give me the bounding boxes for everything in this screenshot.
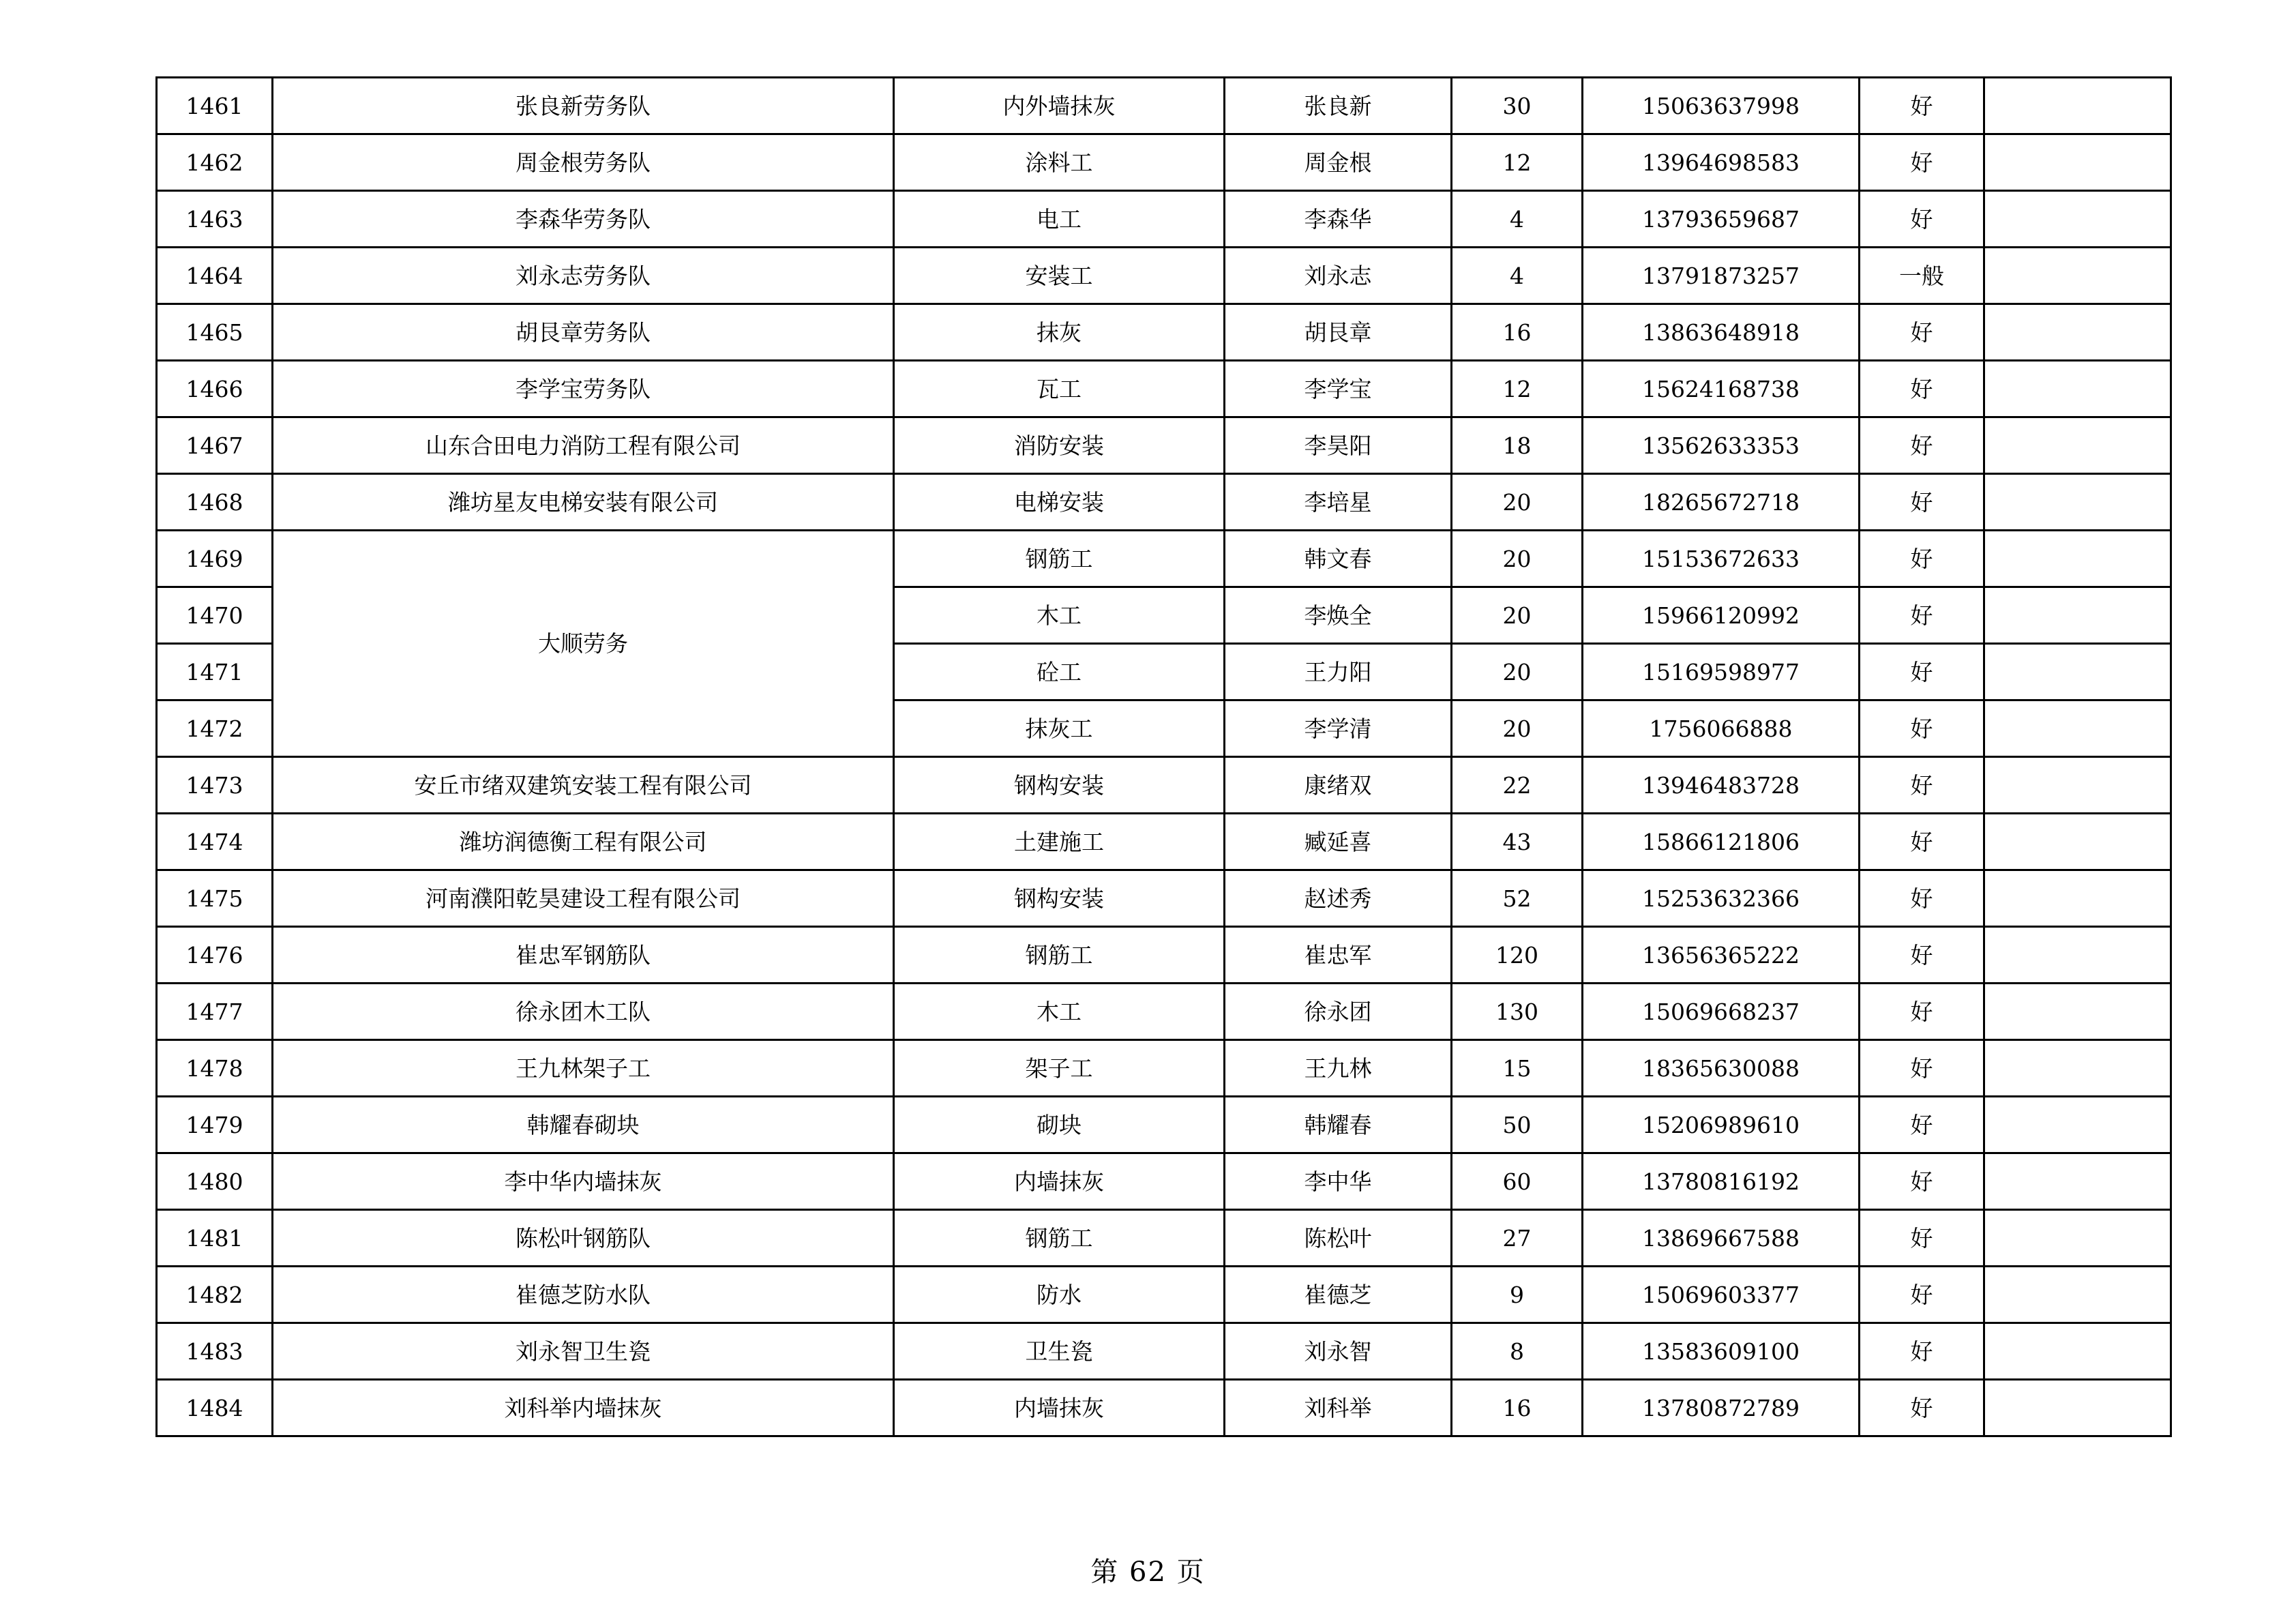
row-number-cell: 1465	[157, 304, 273, 361]
contact-person-cell: 韩耀春	[1225, 1097, 1452, 1153]
row-number-cell: 1469	[157, 531, 273, 587]
contact-person-cell: 李昊阳	[1225, 417, 1452, 474]
rating-cell: 好	[1860, 587, 1984, 644]
worker-count-cell: 8	[1452, 1323, 1583, 1380]
table-row	[157, 1153, 2171, 1210]
worker-count-cell: 52	[1452, 870, 1583, 927]
note-cell	[1984, 134, 2171, 191]
rating-cell: 好	[1860, 870, 1984, 927]
note-cell	[1984, 531, 2171, 587]
note-cell	[1984, 927, 2171, 984]
row-number-cell: 1479	[157, 1097, 273, 1153]
company-cell: 刘科举内墙抹灰	[273, 1380, 894, 1436]
worker-count-cell: 20	[1452, 644, 1583, 700]
note-cell	[1984, 78, 2171, 134]
rating-cell: 好	[1860, 1040, 1984, 1097]
phone-cell: 13863648918	[1583, 304, 1860, 361]
phone-cell: 13793659687	[1583, 191, 1860, 248]
table-row	[157, 531, 2171, 587]
note-cell	[1984, 304, 2171, 361]
note-cell	[1984, 474, 2171, 531]
row-number-cell: 1475	[157, 870, 273, 927]
phone-cell: 18365630088	[1583, 1040, 1860, 1097]
worker-count-cell: 4	[1452, 191, 1583, 248]
note-cell	[1984, 1097, 2171, 1153]
trade-cell: 内墙抹灰	[894, 1153, 1225, 1210]
rating-cell: 好	[1860, 700, 1984, 757]
note-cell	[1984, 814, 2171, 870]
contact-person-cell: 周金根	[1225, 134, 1452, 191]
rating-cell: 好	[1860, 644, 1984, 700]
trade-cell: 架子工	[894, 1040, 1225, 1097]
rating-cell: 好	[1860, 191, 1984, 248]
row-number-cell: 1470	[157, 587, 273, 644]
row-number-cell: 1461	[157, 78, 273, 134]
trade-cell: 钢构安装	[894, 870, 1225, 927]
rating-cell: 好	[1860, 134, 1984, 191]
worker-count-cell: 12	[1452, 361, 1583, 417]
rating-cell: 好	[1860, 1097, 1984, 1153]
trade-cell: 土建施工	[894, 814, 1225, 870]
company-cell: 安丘市绪双建筑安装工程有限公司	[273, 757, 894, 814]
company-cell: 陈松叶钢筋队	[273, 1210, 894, 1267]
worker-count-cell: 20	[1452, 587, 1583, 644]
phone-cell: 1756066888	[1583, 700, 1860, 757]
trade-cell: 卫生瓷	[894, 1323, 1225, 1380]
table-row	[157, 134, 2171, 191]
table-row	[157, 984, 2171, 1040]
table-row	[157, 474, 2171, 531]
rating-cell: 好	[1860, 1380, 1984, 1436]
contact-person-cell: 赵述秀	[1225, 870, 1452, 927]
company-cell: 大顺劳务	[273, 531, 894, 757]
worker-count-cell: 50	[1452, 1097, 1583, 1153]
contact-person-cell: 王九林	[1225, 1040, 1452, 1097]
page-number: 第 62 页	[1090, 1556, 1206, 1588]
note-cell	[1984, 361, 2171, 417]
row-number-cell: 1477	[157, 984, 273, 1040]
table-row	[157, 1040, 2171, 1097]
row-number-cell: 1466	[157, 361, 273, 417]
phone-cell: 13656365222	[1583, 927, 1860, 984]
rating-cell: 好	[1860, 1153, 1984, 1210]
contact-person-cell: 刘永志	[1225, 248, 1452, 304]
trade-cell: 消防安装	[894, 417, 1225, 474]
row-number-cell: 1484	[157, 1380, 273, 1436]
phone-cell: 15153672633	[1583, 531, 1860, 587]
row-number-cell: 1463	[157, 191, 273, 248]
table-row	[157, 1380, 2171, 1436]
contact-person-cell: 陈松叶	[1225, 1210, 1452, 1267]
phone-cell: 15966120992	[1583, 587, 1860, 644]
phone-cell: 15206989610	[1583, 1097, 1860, 1153]
trade-cell: 涂料工	[894, 134, 1225, 191]
company-cell: 周金根劳务队	[273, 134, 894, 191]
table-row	[157, 361, 2171, 417]
company-cell: 李中华内墙抹灰	[273, 1153, 894, 1210]
worker-count-cell: 60	[1452, 1153, 1583, 1210]
trade-cell: 木工	[894, 984, 1225, 1040]
row-number-cell: 1462	[157, 134, 273, 191]
row-number-cell: 1480	[157, 1153, 273, 1210]
table-row	[157, 304, 2171, 361]
note-cell	[1984, 1267, 2171, 1323]
trade-cell: 钢筋工	[894, 531, 1225, 587]
rating-cell: 一般	[1860, 248, 1984, 304]
contact-person-cell: 张良新	[1225, 78, 1452, 134]
company-cell: 潍坊润德衡工程有限公司	[273, 814, 894, 870]
rating-cell: 好	[1860, 927, 1984, 984]
worker-count-cell: 27	[1452, 1210, 1583, 1267]
rating-cell: 好	[1860, 78, 1984, 134]
rating-cell: 好	[1860, 304, 1984, 361]
rating-cell: 好	[1860, 984, 1984, 1040]
phone-cell: 15169598977	[1583, 644, 1860, 700]
note-cell	[1984, 984, 2171, 1040]
contact-person-cell: 韩文春	[1225, 531, 1452, 587]
contact-person-cell: 李学宝	[1225, 361, 1452, 417]
note-cell	[1984, 870, 2171, 927]
rating-cell: 好	[1860, 814, 1984, 870]
phone-cell: 15063637998	[1583, 78, 1860, 134]
row-number-cell: 1483	[157, 1323, 273, 1380]
trade-cell: 砌块	[894, 1097, 1225, 1153]
row-number-cell: 1482	[157, 1267, 273, 1323]
worker-count-cell: 120	[1452, 927, 1583, 984]
contact-person-cell: 崔德芝	[1225, 1267, 1452, 1323]
company-cell: 李森华劳务队	[273, 191, 894, 248]
table-row	[157, 1210, 2171, 1267]
contact-person-cell: 李培星	[1225, 474, 1452, 531]
rating-cell: 好	[1860, 361, 1984, 417]
roster-body	[157, 78, 2171, 1436]
table-row	[157, 191, 2171, 248]
trade-cell: 内外墙抹灰	[894, 78, 1225, 134]
phone-cell: 13964698583	[1583, 134, 1860, 191]
company-cell: 胡艮章劳务队	[273, 304, 894, 361]
phone-cell: 13946483728	[1583, 757, 1860, 814]
trade-cell: 内墙抹灰	[894, 1380, 1225, 1436]
worker-count-cell: 4	[1452, 248, 1583, 304]
company-cell: 崔德芝防水队	[273, 1267, 894, 1323]
phone-cell: 13780816192	[1583, 1153, 1860, 1210]
company-cell: 李学宝劳务队	[273, 361, 894, 417]
table-row	[157, 78, 2171, 134]
note-cell	[1984, 700, 2171, 757]
phone-cell: 13780872789	[1583, 1380, 1860, 1436]
row-number-cell: 1481	[157, 1210, 273, 1267]
trade-cell: 抹灰	[894, 304, 1225, 361]
table-row	[157, 1267, 2171, 1323]
note-cell	[1984, 644, 2171, 700]
rating-cell: 好	[1860, 474, 1984, 531]
note-cell	[1984, 1210, 2171, 1267]
trade-cell: 安装工	[894, 248, 1225, 304]
contact-person-cell: 崔忠军	[1225, 927, 1452, 984]
contact-person-cell: 臧延喜	[1225, 814, 1452, 870]
company-cell: 张良新劳务队	[273, 78, 894, 134]
worker-count-cell: 20	[1452, 474, 1583, 531]
table-row	[157, 870, 2171, 927]
rating-cell: 好	[1860, 531, 1984, 587]
worker-count-cell: 130	[1452, 984, 1583, 1040]
rating-cell: 好	[1860, 1210, 1984, 1267]
note-cell	[1984, 1153, 2171, 1210]
phone-cell: 15069668237	[1583, 984, 1860, 1040]
worker-count-cell: 18	[1452, 417, 1583, 474]
row-number-cell: 1464	[157, 248, 273, 304]
row-number-cell: 1473	[157, 757, 273, 814]
table-row	[157, 927, 2171, 984]
phone-cell: 15866121806	[1583, 814, 1860, 870]
worker-count-cell: 43	[1452, 814, 1583, 870]
phone-cell: 15624168738	[1583, 361, 1860, 417]
trade-cell: 瓦工	[894, 361, 1225, 417]
worker-count-cell: 20	[1452, 531, 1583, 587]
rating-cell: 好	[1860, 1323, 1984, 1380]
trade-cell: 电工	[894, 191, 1225, 248]
note-cell	[1984, 1323, 2171, 1380]
trade-cell: 钢筋工	[894, 1210, 1225, 1267]
worker-count-cell: 20	[1452, 700, 1583, 757]
company-cell: 徐永团木工队	[273, 984, 894, 1040]
worker-count-cell: 22	[1452, 757, 1583, 814]
contact-person-cell: 康绪双	[1225, 757, 1452, 814]
table-row	[157, 248, 2171, 304]
table-row	[157, 757, 2171, 814]
note-cell	[1984, 1040, 2171, 1097]
company-cell: 崔忠军钢筋队	[273, 927, 894, 984]
worker-count-cell: 15	[1452, 1040, 1583, 1097]
company-cell: 刘永智卫生瓷	[273, 1323, 894, 1380]
row-number-cell: 1476	[157, 927, 273, 984]
trade-cell: 木工	[894, 587, 1225, 644]
rating-cell: 好	[1860, 757, 1984, 814]
trade-cell: 防水	[894, 1267, 1225, 1323]
phone-cell: 15069603377	[1583, 1267, 1860, 1323]
worker-count-cell: 16	[1452, 1380, 1583, 1436]
contact-person-cell: 李焕全	[1225, 587, 1452, 644]
row-number-cell: 1471	[157, 644, 273, 700]
company-cell: 山东合田电力消防工程有限公司	[273, 417, 894, 474]
company-cell: 河南濮阳乾昊建设工程有限公司	[273, 870, 894, 927]
contact-person-cell: 李森华	[1225, 191, 1452, 248]
row-number-cell: 1472	[157, 700, 273, 757]
note-cell	[1984, 757, 2171, 814]
company-cell: 王九林架子工	[273, 1040, 894, 1097]
phone-cell: 15253632366	[1583, 870, 1860, 927]
worker-count-cell: 16	[1452, 304, 1583, 361]
contact-person-cell: 刘科举	[1225, 1380, 1452, 1436]
contact-person-cell: 王力阳	[1225, 644, 1452, 700]
contact-person-cell: 李学清	[1225, 700, 1452, 757]
company-cell: 刘永志劳务队	[273, 248, 894, 304]
row-number-cell: 1474	[157, 814, 273, 870]
note-cell	[1984, 1380, 2171, 1436]
contact-person-cell: 刘永智	[1225, 1323, 1452, 1380]
company-cell: 潍坊星友电梯安装有限公司	[273, 474, 894, 531]
trade-cell: 砼工	[894, 644, 1225, 700]
note-cell	[1984, 417, 2171, 474]
labor-team-roster-table	[155, 76, 2172, 1437]
phone-cell: 13583609100	[1583, 1323, 1860, 1380]
table-row	[157, 417, 2171, 474]
worker-count-cell: 30	[1452, 78, 1583, 134]
trade-cell: 钢筋工	[894, 927, 1225, 984]
row-number-cell: 1468	[157, 474, 273, 531]
note-cell	[1984, 587, 2171, 644]
phone-cell: 13869667588	[1583, 1210, 1860, 1267]
worker-count-cell: 12	[1452, 134, 1583, 191]
contact-person-cell: 李中华	[1225, 1153, 1452, 1210]
rating-cell: 好	[1860, 417, 1984, 474]
contact-person-cell: 徐永团	[1225, 984, 1452, 1040]
company-cell: 韩耀春砌块	[273, 1097, 894, 1153]
table-row	[157, 814, 2171, 870]
trade-cell: 电梯安装	[894, 474, 1225, 531]
rating-cell: 好	[1860, 1267, 1984, 1323]
phone-cell: 18265672718	[1583, 474, 1860, 531]
trade-cell: 抹灰工	[894, 700, 1225, 757]
contact-person-cell: 胡艮章	[1225, 304, 1452, 361]
row-number-cell: 1467	[157, 417, 273, 474]
row-number-cell: 1478	[157, 1040, 273, 1097]
note-cell	[1984, 191, 2171, 248]
phone-cell: 13791873257	[1583, 248, 1860, 304]
trade-cell: 钢构安装	[894, 757, 1225, 814]
table-row	[157, 1323, 2171, 1380]
phone-cell: 13562633353	[1583, 417, 1860, 474]
worker-count-cell: 9	[1452, 1267, 1583, 1323]
table-row	[157, 1097, 2171, 1153]
note-cell	[1984, 248, 2171, 304]
